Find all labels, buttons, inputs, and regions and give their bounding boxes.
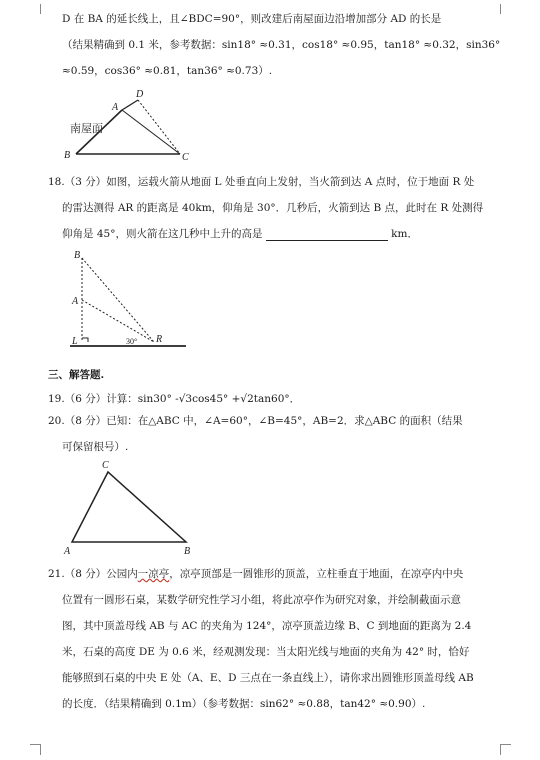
q17-label-D: D [136, 89, 144, 100]
q20-line-1: 20.（8 分）已知：在△ABC 中，∠A=60°，∠B=45°，AB=2．求△ABC 的面积（结果 [48, 415, 463, 427]
q18-label-L: L [72, 336, 78, 347]
q17-label-A: A [112, 102, 119, 113]
section-title: 三、解答题. [48, 369, 105, 381]
q17-label-C: C [182, 152, 189, 163]
q21-line-1-wavy: 一凉亭 [137, 568, 170, 580]
q20-label-C: C [102, 460, 109, 471]
q20-line-2: 可保留根号）. [62, 441, 129, 453]
q17-label-B: B [64, 150, 71, 161]
crop-mark-bottom-left [30, 744, 41, 755]
q17-label-roof: 南屋面 [70, 123, 103, 135]
q21-line-4: 米，石桌的高度 DE 为 0.6 米，经观测发现：当太阳光线与地面的夹角为 42° 时，恰好 [62, 646, 470, 658]
q18-line-3 [62, 227, 502, 241]
q20-label-A: A [64, 546, 71, 557]
q21-line-1-rest: ，凉亭顶部是一圆锥形的顶盖，立柱垂直于地面，在凉亭内中央 [169, 568, 464, 580]
q18-figure-rocket [66, 246, 196, 356]
q19-text: 19.（6 分）计算：sin30° -√3cos45° +√2tan60°． [48, 393, 301, 405]
q18-line-3-text: 仰角是 45°，则火箭在这几秒中上升的高是 [62, 228, 263, 240]
q18-answer-blank[interactable] [266, 229, 388, 241]
q17-figure-roof-triangle [60, 88, 200, 166]
q17-line-1: D 在 BA 的延长线上，且∠BDC=90°，则改建后南屋面边沿增加部分 AD 的长是 [62, 13, 442, 25]
q21-line-6: 的长度．（结果精确到 0.1m）（参考数据：sin62° ≈0.88，tan42° ≈0.90）. [62, 698, 426, 710]
q18-label-B: B [74, 250, 81, 261]
q18-line-3-unit: km． [391, 228, 418, 240]
q21-line-3: 图，其中顶盖母线 AB 与 AC 的夹角为 124°，凉亭顶盖边缘 B、C 到地面的距离为 2.4 [62, 620, 472, 632]
q17-line-2: （结果精确到 0.1 米，参考数据：sin18° ≈0.31，cos18° ≈0.95，tan18° ≈0.32，sin36° [62, 39, 501, 51]
q21-line-1-prefix: 21.（8 分）公园内 [48, 568, 138, 580]
crop-mark-bottom-right [500, 744, 511, 755]
q18-label-angle: 30° [126, 337, 138, 346]
crop-mark-top-left [30, 4, 41, 14]
q20-figure-triangle [60, 458, 210, 558]
q21-line-5: 能够照到石桌的中央 E 处（A、E、D 三点在一条直线上），请你求出圆锥形顶盖母线 AB [62, 672, 474, 684]
q20-label-B: B [184, 546, 191, 557]
q18-label-R: R [156, 334, 163, 345]
q21-line-2: 位置有一圆形石桌，某数学研究性学习小组，将此凉亭作为研究对象，并绘制截面示意 [62, 594, 461, 606]
q18-line-1: 18.（3 分）如图，运载火箭从地面 L 处垂直向上发射，当火箭到达 A 点时，位于地面 R 处 [48, 176, 475, 188]
q17-line-3: ≈0.59，cos36° ≈0.81，tan36° ≈0.73）. [62, 65, 273, 77]
q18-line-2: 的雷达测得 AR 的距离是 40km，仰角是 30°．几秒后，火箭到达 B 点，此时在 R 处测得 [62, 202, 484, 214]
q18-label-A: A [72, 296, 79, 307]
q21-line-1 [48, 567, 488, 581]
